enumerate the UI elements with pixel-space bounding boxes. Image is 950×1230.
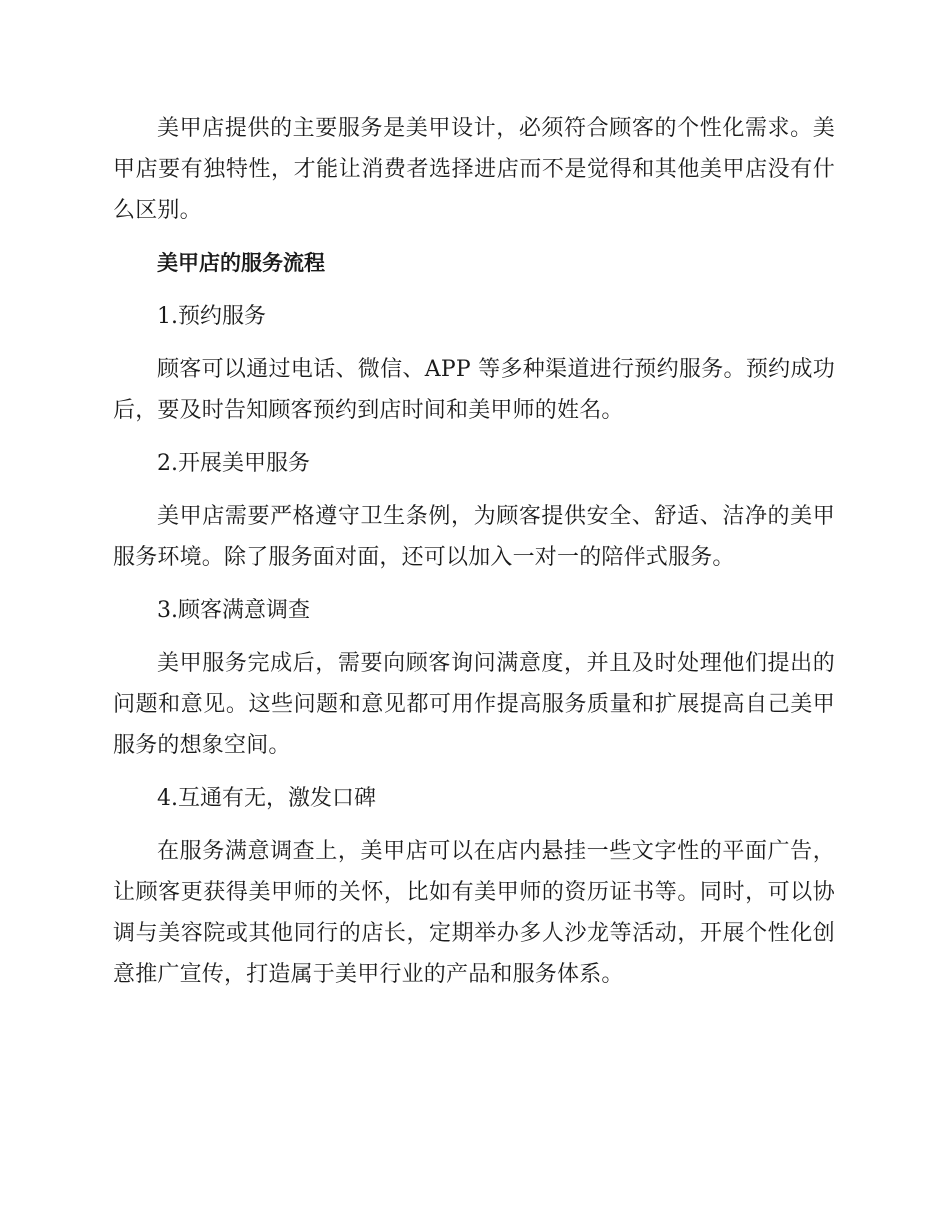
item-body-4: 在服务满意调查上，美甲店可以在店内悬挂一些文字性的平面广告，让顾客更获得美甲师的关怀，比如有美甲师的资历证书等。同时，可以协调与美容院或其他同行的店长，定期举办多人沙龙等活动，开展个性化创意推广宣传，打造属于美甲行业的产品和服务体系。 [113,839,835,987]
document-page [113,108,835,1007]
item-title-4: 4.互通有无，激发口碑 [157,786,376,811]
item-body-2: 美甲店需要严格遵守卫生条例，为顾客提供安全、舒适、洁净的美甲服务环境。除了服务面对面，还可以加入一对一的陪伴式服务。 [113,504,835,570]
item-title-2: 2.开展美甲服务 [157,451,310,476]
item-title-1: 1.预约服务 [157,304,266,329]
item-body-3: 美甲服务完成后，需要向顾客询问满意度，并且及时处理他们提出的问题和意见。这些问题和意见都可用作提高服务质量和扩展提高自己美甲服务的想象空间。 [113,651,835,758]
intro-paragraph: 美甲店提供的主要服务是美甲设计，必须符合顾客的个性化需求。美甲店要有独特性，才能让消费者选择进店而不是觉得和其他美甲店没有什么区别。 [113,116,835,223]
item-body-1: 顾客可以通过电话、微信、APP 等多种渠道进行预约服务。预约成功后，要及时告知顾客预约到店时间和美甲师的姓名。 [113,357,835,423]
section-heading: 美甲店的服务流程 [157,251,325,275]
item-title-3: 3.顾客满意调查 [157,598,310,623]
